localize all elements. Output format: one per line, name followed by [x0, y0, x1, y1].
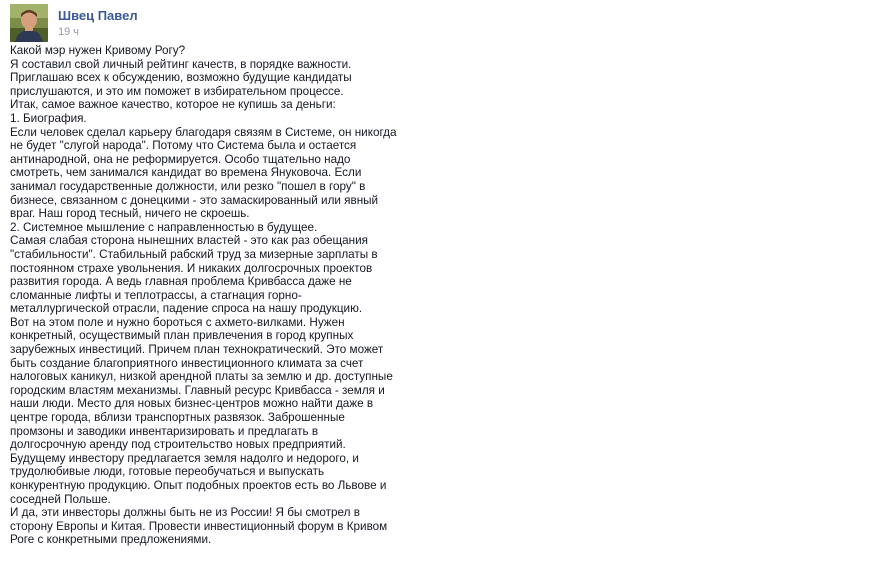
post-text-line: Итак, самое важное качество, которое не купишь за деньги:: [10, 98, 336, 112]
post-text-line: Вот на этом поле и нужно бороться с ахмето-вилками. Нужен: [10, 315, 345, 329]
post-text-line: металлургической отрасли, падение спроса на нашу продукцию.: [10, 302, 363, 316]
post-text-line: наши люди. Место для новых бизнес-центров можно найти даже в: [10, 397, 374, 411]
post-text-line: соседней Польше.: [10, 492, 111, 506]
post-text-line: центре города, вблизи транспортных развязок. Заброшенные: [10, 411, 345, 425]
post-text-line: смотреть, чем занимался кандидат во времена Януковоча. Если: [10, 166, 362, 180]
post-text-line: "стабильности". Стабильный рабский труд за мизерные зарплаты в: [10, 247, 378, 261]
post-text-line: развития города. А ведь главная проблема Кривбасса даже не: [10, 275, 352, 289]
post-text-line: постоянном страхе увольнения. И никаких долгосрочных проектов: [10, 261, 373, 275]
post-text-line: промзоны и заводики инвентаризировать и предлагать в: [10, 424, 319, 438]
post-text-line: Роге с конкретными предложениями.: [10, 533, 212, 547]
post-text-line: антинародной, она не реформируется. Особо тщательно надо: [10, 152, 351, 166]
post-text-line: не будет "слугой народа". Потому что Система была и остается: [10, 139, 357, 153]
post-timestamp-link[interactable]: 19 ч: [58, 26, 80, 38]
post-text-line: трудолюбивые люди, готовые переобучаться и выпускать: [10, 465, 325, 479]
post-text-line: Самая слабая сторона нынешних властей - это как раз обещания: [10, 234, 368, 248]
post-text-line: конкретный, осуществимый план привлечения в город крупных: [10, 329, 354, 343]
post-text-line: прислушаются, и это им поможет в избирательном процессе.: [10, 84, 344, 98]
avatar-photo-icon: [10, 4, 48, 42]
post-text-line: Какой мэр нужен Кривому Рогу?: [10, 44, 186, 57]
post-text-line: долгосрочную аренду под строительство новых предприятий.: [10, 438, 346, 452]
post-text-line: 1. Биография.: [10, 111, 87, 125]
post-text-line: сторону Европы и Китая. Провести инвестиционный форум в Кривом: [10, 519, 388, 533]
post-text-line: И да, эти инвесторы должны быть не из России! Я бы смотрел в: [10, 506, 360, 520]
post-text-line: Будущему инвестору предлагается земля надолго и недорого, и: [10, 451, 359, 465]
post-text-line: Приглашаю всех к обсуждению, возможно будущие кандидаты: [10, 71, 352, 85]
author-name-link[interactable]: Швец Павел: [58, 8, 138, 23]
post-text-line: Я составил свой личный рейтинг качеств, в порядке важности.: [10, 57, 352, 71]
avatar[interactable]: [10, 4, 48, 42]
post-text-line: бизнесе, связанном с донецкими - это замаскированный или явный: [10, 193, 379, 207]
post-text-line: быть создание благоприятного инвестиционного климата за счет: [10, 356, 364, 370]
post-text-line: Если человек сделал карьеру благодаря связям в Системе, он никогда: [10, 125, 397, 139]
post-text-line: налоговых каникул, низкой арендной платы за землю и др. доступные: [10, 370, 393, 384]
post-text-line: городским властям механизмы. Главный ресурс Кривбасса - земля и: [10, 383, 385, 397]
post-body: [10, 44, 397, 547]
post-text-line: конкурентную продукцию. Опыт подобных проектов есть во Львове и: [10, 479, 387, 492]
post-text-line: зарубежных инвестиций. Причем план технократический. Это может: [10, 343, 384, 357]
post-text-line: враг. Наш город тесный, ничего не скроешь.: [10, 207, 250, 221]
post-text-line: 2. Системное мышление с направленностью в будущее.: [10, 220, 318, 234]
post-text-line: сломанные лифты и теплотрассы, а стагнация горно-: [10, 288, 302, 302]
post-text-line: занимал государственные должности, или резко "пошел в гору" в: [10, 179, 366, 193]
